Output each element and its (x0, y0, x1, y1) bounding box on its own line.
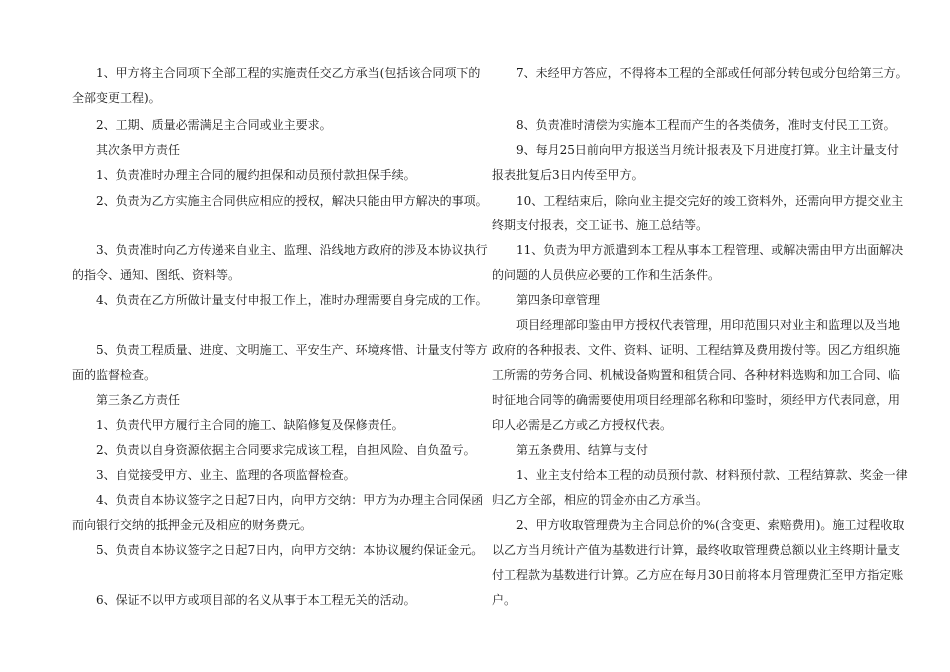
clause-text: 3、负责准时向乙方传递来自业主、监理、沿线地方政府的涉及本协议执行 (96, 243, 488, 257)
clause-text: 1、甲方将主合同项下全部工程的实施责任交乙方承当(包括该合同项下的 (96, 66, 481, 80)
section-heading: 第四条印章管理 (516, 293, 601, 307)
clause-text: 1、负责代甲方履行主合同的施工、缺陷修复及保修责任。 (96, 418, 404, 432)
clause-text: 5、负责工程质量、进度、文明施工、平安生产、环境疼惜、计量支付等方 (96, 343, 488, 357)
clause-text: 归乙方全部，相应的罚金亦由乙方承当。 (492, 493, 709, 507)
clause-text: 以乙方当月统计产值为基数进行计算，最终收取管理费总额以业主终期计量支 (492, 543, 901, 557)
clause-text: 11、负责为甲方派遣到本工程从事本工程管理、或解决需由甲方出面解决 (516, 243, 904, 257)
clause-text: 2、负责以自身资源依据主合同要求完成该工程，自担风险、自负盈亏。 (96, 443, 476, 457)
clause-text: 项目经理部印鉴由甲方授权代表管理，用印范围只对业主和监理以及当地 (516, 318, 901, 332)
clause-text: 9、每月25日前向甲方报送当月统计报表及下月进度打算。业主计量支付 (516, 143, 899, 157)
clause-text: 户。 (492, 593, 517, 607)
clause-text: 的问题的人员供应必要的工作和生活条件。 (492, 268, 721, 282)
clause-text: 2、甲方收取管理费为主合同总价的%(含变更、索赔费用)。施工过程收取 (516, 518, 905, 532)
clause-text: 8、负责准时清偿为实施本工程而产生的各类债务，准时支付民工工资。 (516, 118, 896, 132)
clause-text: 1、业主支付给本工程的动员预付款、材料预付款、工程结算款、奖金一律 (516, 468, 908, 482)
clause-text: 10、工程结束后，除向业主提交完好的竣工资料外，还需向甲方提交业主 (516, 194, 904, 208)
clause-text: 付工程款为基数进行计算。乙方应在每月30日前将本月管理费汇至甲方指定账 (492, 568, 904, 582)
clause-text: 2、工期、质量必需满足主合同或业主要求。 (96, 118, 332, 132)
clause-text: 2、负责为乙方实施主合同供应相应的授权，解决只能由甲方解决的事项。 (96, 194, 488, 208)
section-heading: 第三条乙方责任 (96, 393, 181, 407)
clause-text: 工所需的劳务合同、机械设备购置和租赁合同、各种材料选购和加工合同、临 (492, 368, 901, 382)
section-heading: 第五条费用、结算与支付 (516, 443, 649, 457)
clause-text: 6、保证不以甲方或项目部的名义从事于本工程无关的活动。 (96, 593, 416, 607)
clause-text: 时征地合同等的确需要使用项目经理部名称和印鉴时，须经甲方代表同意，用 (492, 393, 901, 407)
clause-text: 5、负责自本协议签字之日起7日内，向甲方交纳：本协议履约保证金元。 (96, 543, 484, 557)
clause-text: 4、负责在乙方所做计量支付申报工作上，准时办理需要自身完成的工作。 (96, 293, 488, 307)
left-column (72, 0, 488, 672)
clause-text: 印人必需是乙方或乙方授权代表。 (492, 418, 673, 432)
clause-text: 报表批复后3日内传至甲方。 (492, 168, 644, 182)
clause-text: 7、未经甲方答应，不得将本工程的全部或任何部分转包或分包给第三方。 (516, 66, 908, 80)
right-column (492, 0, 908, 672)
clause-text: 的指令、通知、图纸、资料等。 (72, 268, 241, 282)
clause-text: 面的监督检查。 (72, 368, 157, 382)
clause-text: 4、负责自本协议签字之日起7日内，向甲方交纳：甲方为办理主合同保函 (96, 493, 484, 507)
clause-text: 而向银行交纳的抵押金元及相应的财务费元。 (72, 518, 313, 532)
clause-text: 终期支付报表，交工证书、施工总结等。 (492, 218, 709, 232)
clause-text: 政府的各种报表、文件、资料、证明、工程结算及费用拨付等。因乙方组织施 (492, 343, 901, 357)
clause-text: 1、负责准时办理主合同的履约担保和动员预付款担保手续。 (96, 168, 416, 182)
section-heading: 其次条甲方责任 (96, 143, 181, 157)
clause-text: 全部变更工程)。 (72, 91, 161, 105)
clause-text: 3、自觉接受甲方、业主、监理的各项监督检查。 (96, 468, 356, 482)
